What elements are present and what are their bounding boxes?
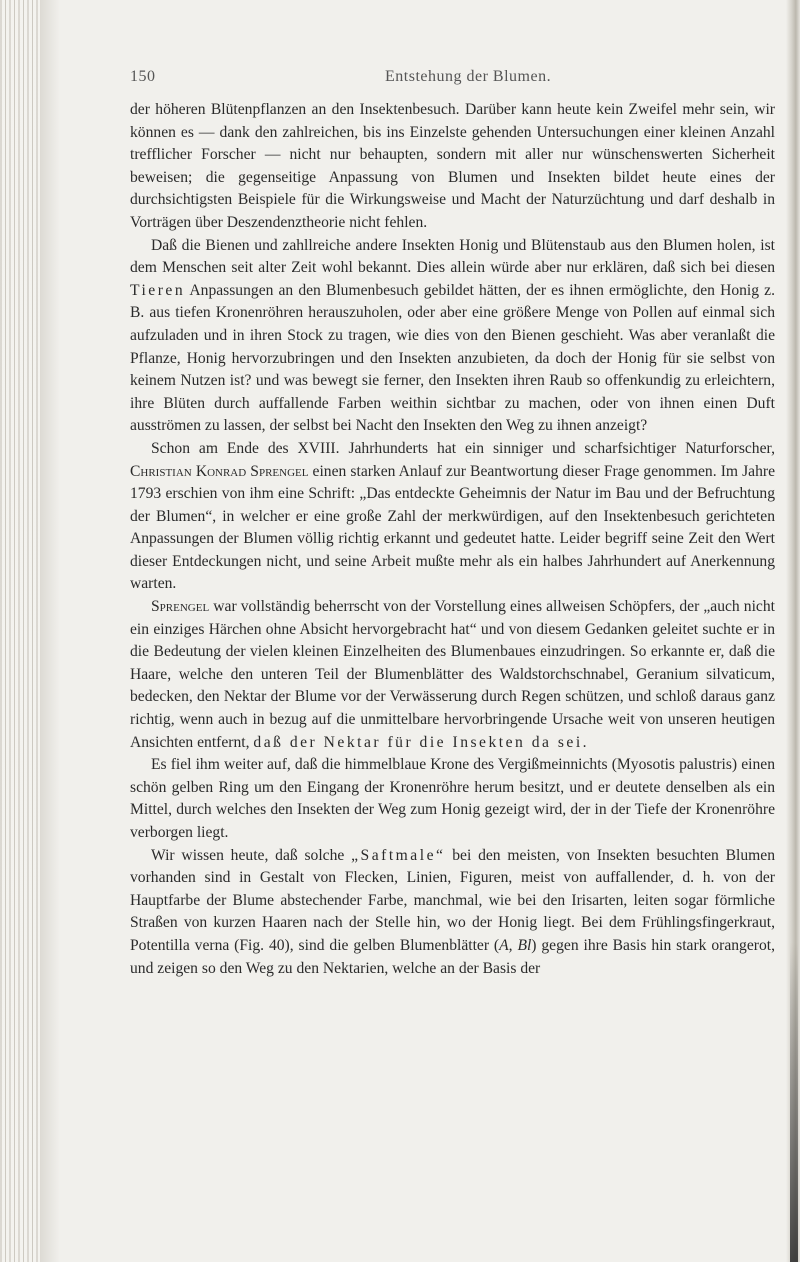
text-run: Daß die Bienen und zahllreiche andere Insekten Honig und Blütenstaub aus den Blumen holen, ist dem Menschen seit alter Zeit wohl bekannt. Dies allein würde aber nur erklären, daß sich bei diesen	[130, 236, 775, 277]
text-run: der höheren Blütenpflanzen an den Insektenbesuch. Darüber kann heute kein Zweifel mehr sein, wir können es — dank den zahlreichen, bis ins Einzelste gehenden Untersuchungen einer kleinen Anzahl trefflicher Forscher — nicht nur behaupten, sondern mit aller nur wünschenswerten Sicherheit beweisen; die gegenseitige Anpassung von Blumen und Insekten bildet heute eines der durchsichtigsten Beispiele für die Wirkungsweise und Macht der Naturzüchtung und darf deshalb in Vorträgen über Deszendenztheorie nicht fehlen.	[130, 101, 775, 231]
running-head: Entstehung der Blumen.	[385, 68, 552, 85]
text-run: Es fiel ihm weiter auf, daß die himmelblaue Krone des Vergißmeinnichts (Myosotis palustris) einen schön gelben Ring um den Eingang der Kronenröhre herum besitzt, und er deutete denselben als ein Mittel, durch welches den Insekten der Weg zum Honig gezeigt wird, der in der Tiefe der Kronenröhre verborgen liegt.	[130, 756, 775, 841]
text-run: war vollständig beherrscht von der Vorstellung eines allweisen Schöpfers, der „auch nicht ein einziges Härchen ohne Absicht hervorgebracht hat“ und von diesem Gedanken geleitet suchte er in die Bedeutung der vielen kleinen Einzelheiten des Blumenbaues einzudringen. So erkannte er, daß die Haare, welche den unteren Teil der Blumenblätter des Waldstorchschnabel, Geranium silvaticum, bedecken, den Nektar der Blume vor der Verwässerung durch Regen schützen, und schloß daraus ganz richtig, wenn auch in bezug auf die unmittelbare hervorbringende Ursache weit von unseren heutigen Ansichten entfernt,	[130, 598, 775, 751]
emphasized-text: Tieren	[130, 281, 186, 299]
text-run: Schon am Ende des XVIII. Jahrhunderts hat ein sinniger und scharfsichtiger Naturforscher,	[151, 439, 775, 457]
text-run: bei den meisten, von Insekten besuchten Blumen vorhanden sind in Gestalt von Flecken, Linien, Figuren, meist von auffallender, d. h. von der Hauptfarbe der Blume abstechender Farbe, manchmal, wie bei den Irisarten, leiten sogar förmliche Straßen von kurzen Haaren nach der Stelle hin, wo der Honig liegt. Bei dem Frühlingsfingerkraut, Potentilla verna (Fig. 40), sind die gelben Blumenblätter (	[130, 846, 775, 954]
paragraph	[130, 596, 775, 754]
paragraph	[130, 845, 775, 981]
emphasized-text: daß der Nektar für die Insekten da sei.	[253, 733, 590, 751]
book-page	[130, 68, 775, 980]
text-run: Wir wissen heute, daß solche	[151, 846, 352, 864]
text-run: einen starken Anlauf zur Beantwortung dieser Frage genommen. Im Jahre 1793 erschien von ihm eine Schrift: „Das entdeckte Geheimnis der Natur im Bau und der Befruchtung der Blumen“, in welcher er eine große Zahl der merkwürdigen, auf den Insektenbesuch gerichteten Anpassungen der Blumen völlig richtig erkannt und gedeutet hatte. Leider begriff seine Zeit den Wert dieser Entdeckungen nicht, und seine Arbeit mußte mehr als ein halbes Jahrhundert auf Anerkennung warten.	[130, 462, 775, 593]
gutter-shadow	[40, 0, 60, 1262]
body-text	[130, 99, 775, 980]
emphasized-text: A, Bl	[499, 936, 532, 954]
text-run: Anpassungen an den Blumenbesuch gebildet hätten, der es ihnen ermöglichte, den Honig z. B. aus tiefen Kronenröhren herauszuholen, oder aber eine größere Menge von Pollen auf einmal sich aufzuladen und in ihren Stock zu tragen, wie dies von den Bienen geschieht. Was aber veranlaßt die Pflanze, Honig hervorzubringen und den Insekten anzubieten, da doch der Honig für sie selbst von keinem Nutzen ist? und was bewegt sie ferner, den Insekten ihren Raub so offenkundig zu erleichtern, ihre Blüten durch auffallende Farben weithin sichtbar zu machen, oder von ihnen einen Duft ausströmen zu lassen, der selbst bei Nacht den Insekten den Weg zu ihnen anzeigt?	[130, 281, 775, 435]
paragraph	[130, 99, 775, 235]
author-name: Sprengel	[151, 598, 210, 616]
page-binding-edge	[0, 0, 40, 1262]
text-run: ) gegen ihre Basis hin stark orangerot, und zeigen so den Weg zu den Nektarien, welche an der Basis der	[130, 936, 775, 977]
paragraph	[130, 438, 775, 596]
page-corner-shadow	[790, 942, 798, 1262]
page-header	[130, 68, 775, 94]
page-number: 150	[130, 68, 156, 85]
paragraph	[130, 235, 775, 438]
author-name: Christian Konrad Sprengel	[130, 462, 309, 480]
paragraph	[130, 754, 775, 844]
emphasized-text: „Saftmale“	[351, 846, 446, 864]
